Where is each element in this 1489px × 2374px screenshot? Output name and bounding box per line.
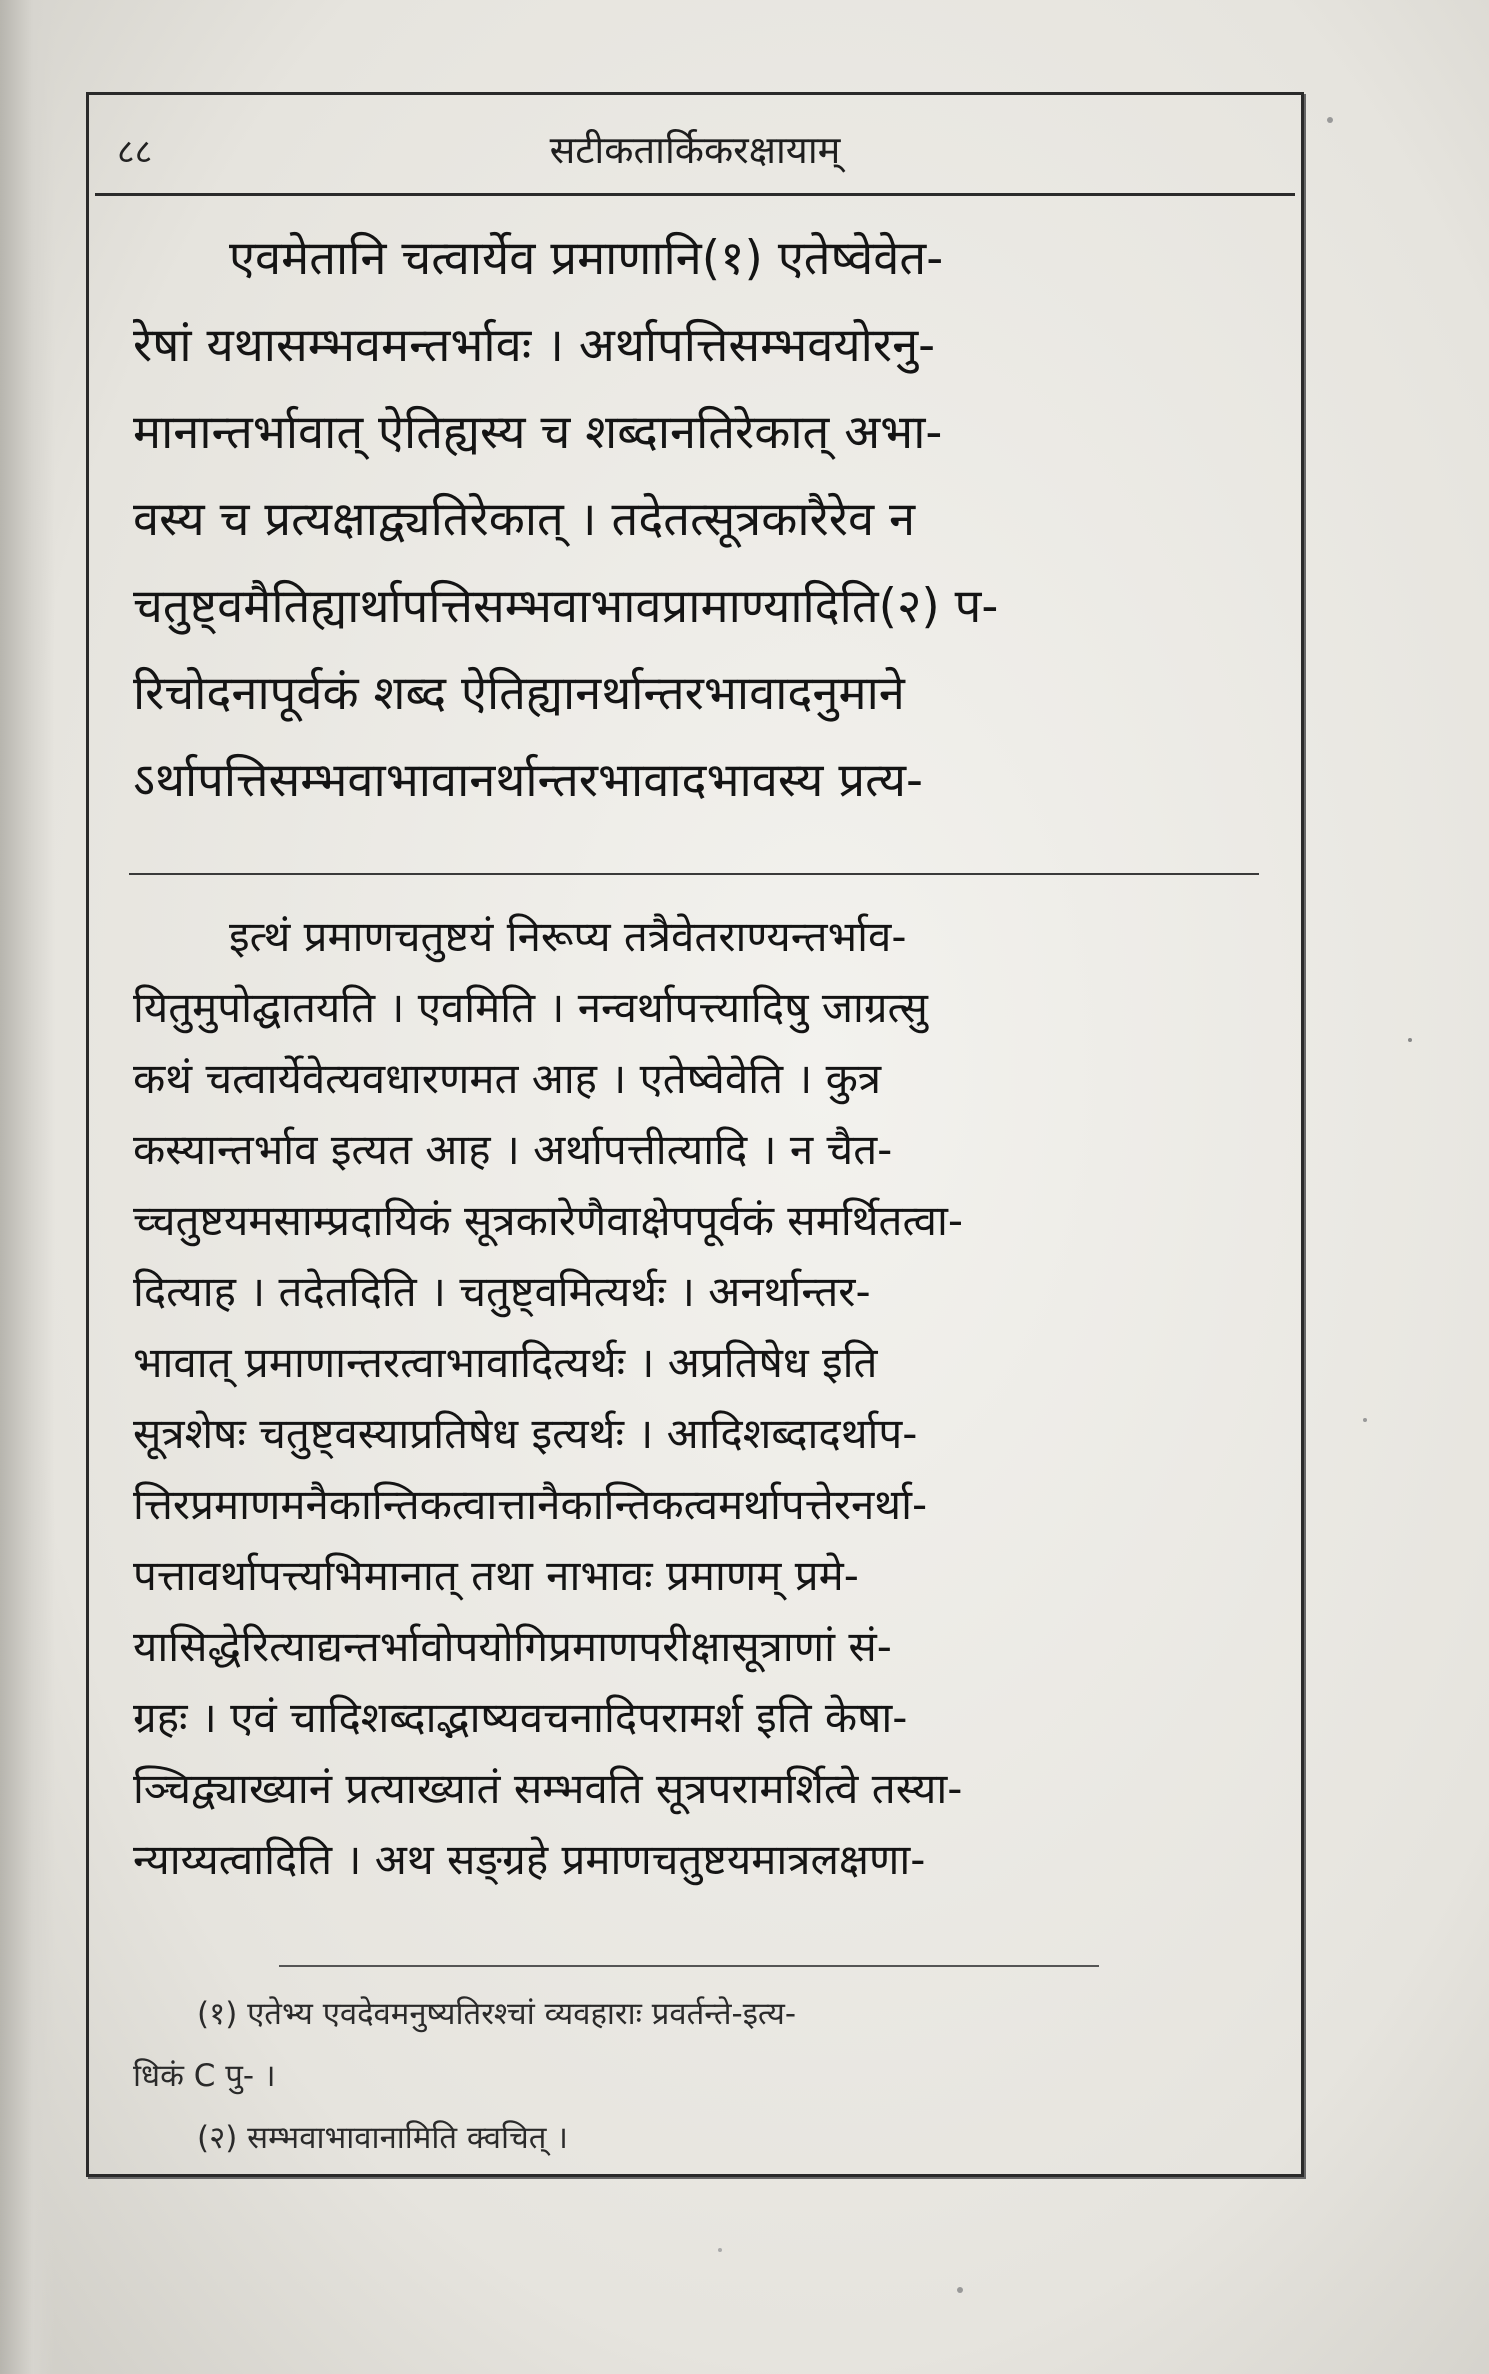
text-line: मानान्तर्भावात् ऐतिह्यस्य च शब्दानतिरेकात् अभा- bbox=[133, 405, 943, 460]
commentary-line: पत्तावर्थापत्त्यभिमानात् तथा नाभावः प्रमाणम् प्रमे- bbox=[133, 1551, 859, 1600]
text-frame bbox=[86, 92, 1304, 2177]
running-title: सटीकतार्किकरक्षायाम् bbox=[549, 128, 841, 172]
text-line: रेषां यथासम्भवमन्तर्भावः । अर्थापत्तिसम्भवयोरनु- bbox=[133, 318, 936, 373]
commentary-line: यितुमुपोद्घातयति । एवमिति । नन्वर्थापत्त्यादिषु जाग्रत्सु bbox=[133, 983, 928, 1032]
main-text bbox=[133, 215, 1257, 824]
commentary-line: भावात् प्रमाणान्तरत्वाभावादित्यर्थः । अप्रतिषेध इति bbox=[133, 1338, 878, 1387]
commentary-line: यासिद्धेरित्याद्यन्तर्भावोपयोगिप्रमाणपरीक्षासूत्राणां सं- bbox=[133, 1622, 892, 1671]
commentary-line: दित्याह । तदेतदिति । चतुष्ट्वमित्यर्थः । अनर्थान्तर- bbox=[133, 1267, 871, 1316]
page-number: ८८ bbox=[117, 132, 153, 172]
commentary-line: कथं चत्वार्येवेत्यवधारणमत आह । एतेष्वेवेति । कुत्र bbox=[133, 1054, 882, 1103]
binding-shadow bbox=[0, 0, 55, 2374]
footnote-line: (१) एतेभ्य एवदेवमनुष्यतिरश्चां व्यवहाराः प्रवर्तन्ते-इत्य- bbox=[197, 1996, 797, 2032]
text-line: एवमेतानि चत्वार्येव प्रमाणानि(१) एतेष्वेवेत- bbox=[229, 231, 944, 286]
header-rule bbox=[95, 193, 1295, 196]
commentary-line: कस्यान्तर्भाव इत्यत आह । अर्थापत्तीत्यादि । न चैत- bbox=[133, 1125, 893, 1174]
footnote-rule bbox=[279, 1965, 1099, 1967]
section-divider bbox=[129, 873, 1259, 875]
commentary-line: ञ्चिद्व्याख्यानं प्रत्याख्यातं सम्भवति सूत्रपरामर्शित्वे तस्या- bbox=[133, 1764, 963, 1813]
page-header bbox=[89, 95, 1301, 193]
commentary-line: सूत्रशेषः चतुष्ट्वस्याप्रतिषेध इत्यर्थः । आदिशब्दादर्थाप- bbox=[133, 1409, 918, 1458]
text-line: चतुष्ट्वमैतिह्यार्थापत्तिसम्भवाभावप्रामाण्यादिति(२) प- bbox=[133, 579, 999, 634]
footnote-line: (२) सम्भवाभावानामिति क्वचित् । bbox=[197, 2120, 569, 2156]
commentary-text bbox=[133, 901, 1257, 1895]
footnotes bbox=[133, 1983, 1257, 2169]
commentary-line: इत्थं प्रमाणचतुष्टयं निरूप्य तत्रैवेतराण्यन्तर्भाव- bbox=[229, 912, 907, 961]
text-line: वस्य च प्रत्यक्षाद्व्यतिरेकात् । तदेतत्सूत्रकारैरेव न bbox=[133, 492, 916, 547]
text-line: ऽर्थापत्तिसम्भवाभावानर्थान्तरभावादभावस्य प्रत्य- bbox=[133, 753, 923, 808]
commentary-line: त्तिरप्रमाणमनैकान्तिकत्वात्तानैकान्तिकत्वमर्थापत्तेरनर्था- bbox=[133, 1480, 928, 1529]
text-line: रिचोदनापूर्वकं शब्द ऐतिह्यानर्थान्तरभावादनुमाने bbox=[133, 666, 905, 721]
commentary-line: न्याय्यत्वादिति । अथ सङ्ग्रहे प्रमाणचतुष्टयमात्रलक्षणा- bbox=[133, 1835, 926, 1884]
footnote-line: धिकं C पु- । bbox=[133, 2058, 276, 2094]
commentary-line: ग्रहः । एवं चादिशब्दाद्भाष्यवचनादिपरामर्श इति केषा- bbox=[133, 1693, 908, 1742]
commentary-line: च्चतुष्टयमसाम्प्रदायिकं सूत्रकारेणैवाक्षेपपूर्वकं समर्थितत्वा- bbox=[133, 1196, 963, 1245]
